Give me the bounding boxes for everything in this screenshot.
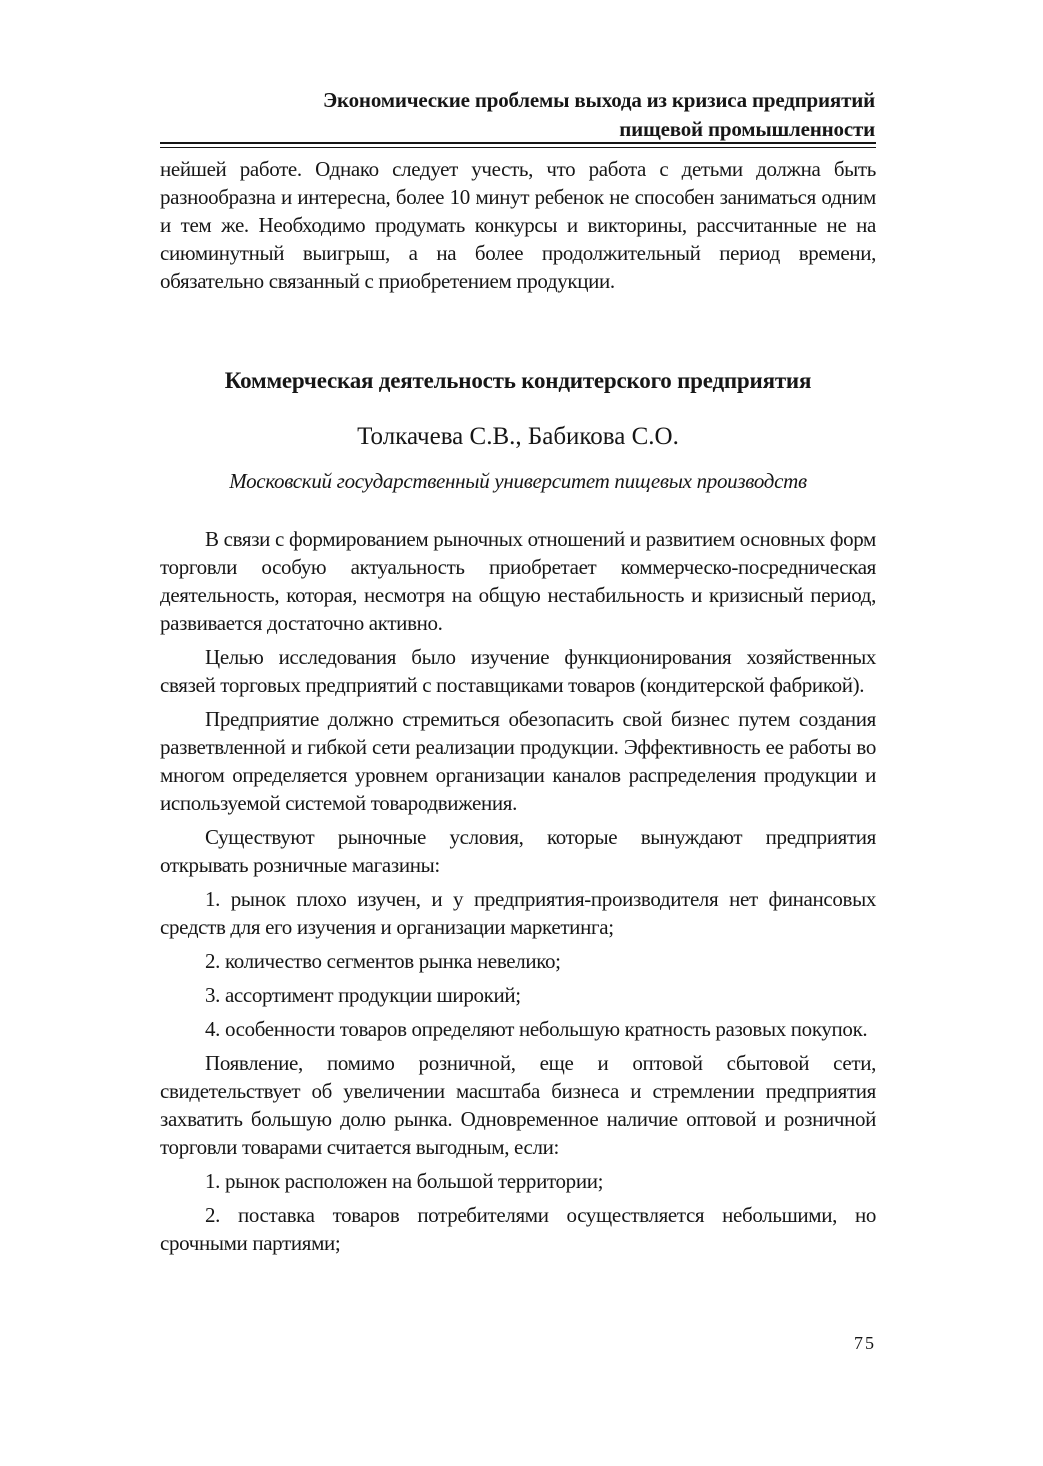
article-body [160, 525, 876, 1257]
header-rule-thin [160, 147, 876, 148]
body-paragraph: Целью исследования было изучение функционирования хозяйственных связей торговых предприятий с поставщиками товаров (кондитерской фабрикой). [160, 645, 876, 697]
body-paragraph: Существуют рыночные условия, которые вынуждают предприятия открывать розничные магазины: [160, 825, 876, 877]
list-item: 3. ассортимент продукции широкий; [205, 983, 521, 1007]
article-affiliation: Московский государственный университет пищевых производств [229, 469, 807, 493]
running-header-line-2: пищевой промышленности [619, 117, 875, 141]
body-paragraph: Появление, помимо розничной, еще и оптовой сбытовой сети, свидетельствует об увеличении масштаба бизнеса и стремлении предприятия захватить большую долю рынка. Одновременное наличие оптовой и розничной торговли товарами считается выгодным, если: [160, 1051, 876, 1159]
continued-text [160, 155, 876, 295]
list-item: 4. особенности товаров определяют небольшую кратность разовых покупок. [205, 1017, 868, 1041]
list-item: 2. поставка товаров потребителями осуществляется небольшими, но срочными партиями; [160, 1203, 876, 1255]
list-item: 1. рынок плохо изучен, и у предприятия-производителя нет финансовых средств для его изучения и организации маркетинга; [160, 887, 876, 939]
running-header [160, 86, 875, 144]
header-rule [160, 142, 876, 144]
body-paragraph: В связи с формированием рыночных отношений и развитием основных форм торговли особую актуальность приобретает коммерческо-посредническая деятельность, которая, несмотря на общую нестабильность и кризисный период, развивается достаточно активно. [160, 527, 876, 635]
list-item: 2. количество сегментов рынка невелико; [205, 949, 561, 973]
list-item: 1. рынок расположен на большой территории; [205, 1169, 604, 1193]
article-authors: Толкачева С.В., Бабикова С.О. [357, 423, 679, 450]
continued-paragraph: нейшей работе. Однако следует учесть, что работа с детьми должна быть разнообразна и интересна, более 10 минут ребенок не способен заниматься одним и тем же. Необходимо продумать конкурсы и викторины, рассчитанные не на сиюминутный выигрыш, а на более продолжительный период времени, обязательно связанный с приобретением продукции. [160, 157, 876, 293]
body-paragraph: Предприятие должно стремиться обезопасить свой бизнес путем создания разветвленной и гибкой сети реализации продукции. Эффективность ее работы во многом определяется уровнем организации каналов распределения продукции и используемой системой товародвижения. [160, 707, 876, 815]
article-title: Коммерческая деятельность кондитерского предприятия [224, 368, 812, 393]
running-header-line-1: Экономические проблемы выхода из кризиса предприятий [322, 88, 875, 112]
page-number: 75 [854, 1333, 876, 1353]
